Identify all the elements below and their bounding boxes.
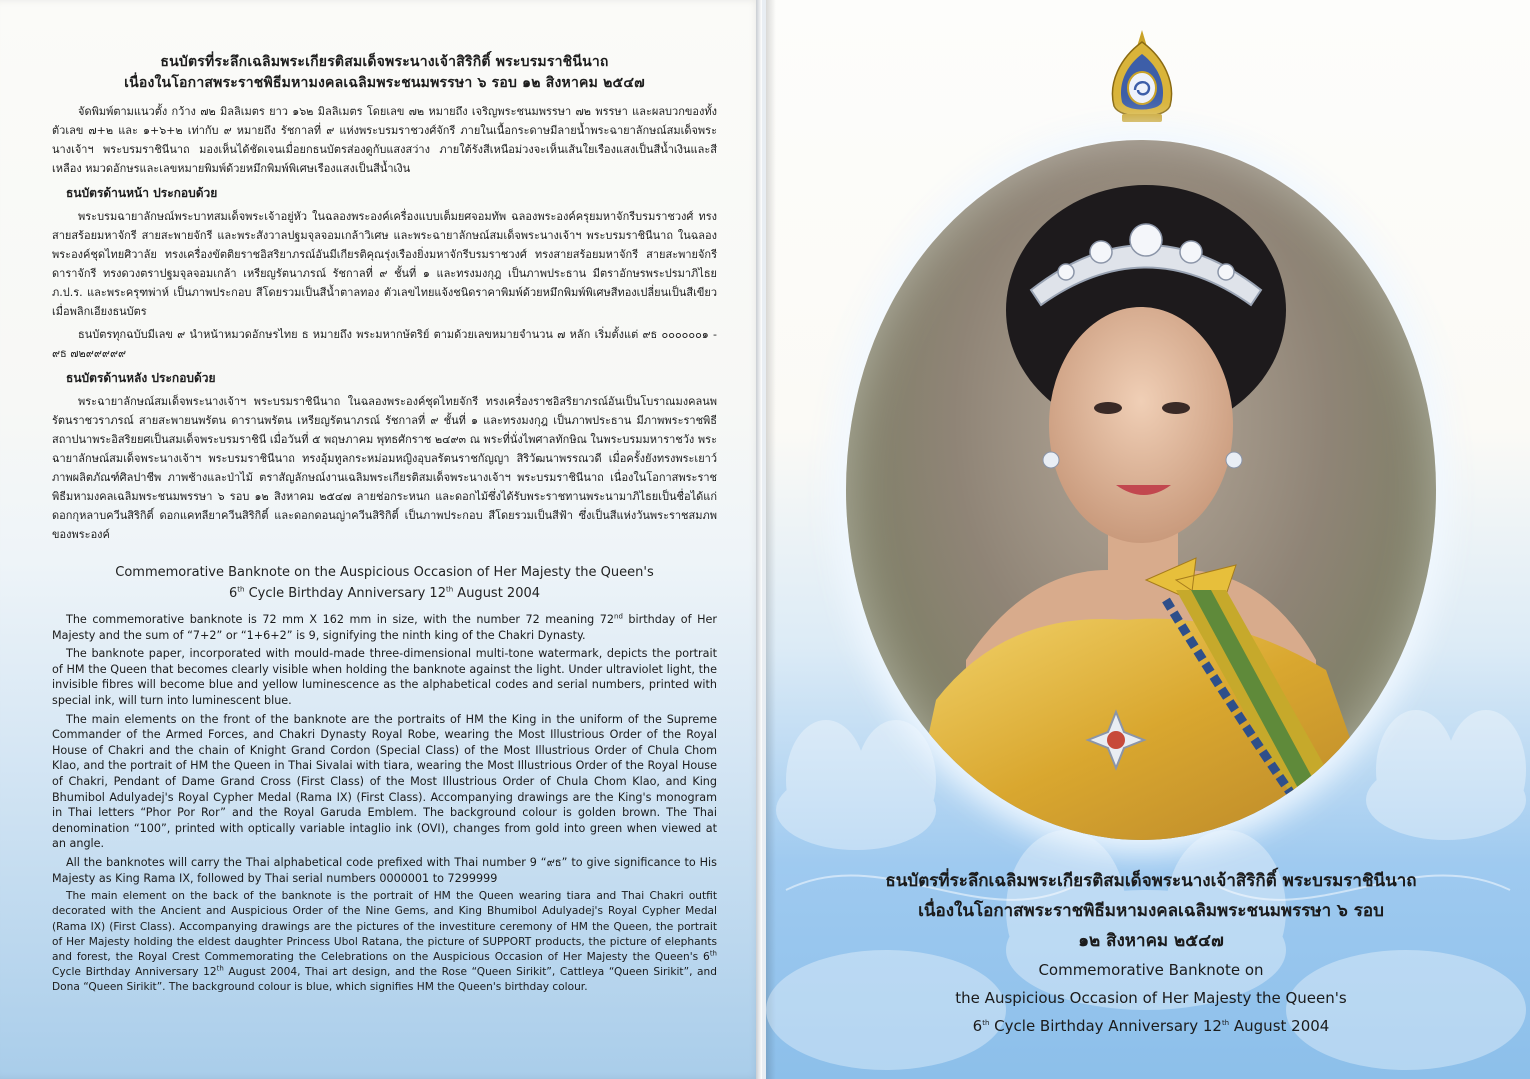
queen-portrait-frame [846,140,1436,840]
english-paragraph-serial: All the banknotes will carry the Thai alphabetical code prefixed with Thai number 9 “๙ธ” to give significance to His Majesty as King Rama IX, followed by Thai serial numbers 0000001 to 7299999 [52,855,717,885]
right-english-line2: the Auspicious Occasion of Her Majesty the Queen's [955,989,1347,1007]
page-fold [756,0,762,1079]
right-thai-line3: ๑๒ สิงหาคม ๒๕๔๗ [1078,931,1224,951]
english-paragraph-size: The commemorative banknote is 72 mm X 162 mm in size, with the number 72 meaning 72nd birthday of Her Majesty and the sum of “7+2” or “1+6+2” is 9, signifying the ninth king of the Chakri Dynasty. [52,612,717,642]
thai-intro-paragraph: จัดพิมพ์ตามแนวตั้ง กว้าง ๗๒ มิลลิเมตร ยาว ๑๖๒ มิลลิเมตร โดยเลข ๗๒ หมายถึง เจริญพระชนมพรรษา ๗๒ พรรษา และผลบวกของทั้งตัวเลข ๗+๒ และ ๑+๖+๒ เท่ากับ ๙ หมายถึง รัชกาลที่ ๙ แห่งพระบรมราชวงศ์จักรี ภายในเนื้อกระดาษมีลายน้ำพระฉายาลักษณ์สมเด็จพระนางเจ้าฯ พระบรมราชินีนาถ มองเห็นได้ชัดเจนเมื่อยกธนบัตรส่องดูกับแสงสว่าง ภายใต้รังสีเหนือม่วงจะเห็นเส้นใยเรืองแสงเป็นสีน้ำเงินและสีเหลือง หมวดอักษรและเลขหมายพิมพ์ด้วยหมึกพิมพ์พิเศษเรืองแสงเป็นสีน้ำเงิน [52,105,717,175]
right-page [766,0,1530,1079]
thai-back-paragraph: พระฉายาลักษณ์สมเด็จพระนางเจ้าฯ พระบรมราชินีนาถ ในฉลองพระองค์ชุดไทยจักรี ทรงเครื่องราชอิสริยาภรณ์อันเป็นโบราณมงคลนพรัตนราชวราภรณ์ สายสะพายนพรัตน ดารานพรัตน เหรียญรัตนาภรณ์ รัชกาลที่ ๙ ชั้นที่ ๑ และทรงมงกุฎ เป็นภาพประธาน มีภาพพระราชพิธีสถาปนาพระอิสริยยศเป็นสมเด็จพระบรมราชินี เมื่อวันที่ ๕ พฤษภาคม พุทธศักราช ๒๔๙๓ ณ พระที่นั่งไพศาลทักษิณ ในพระบรมมหาราชวัง พระฉายาลักษณ์สมเด็จพระนางเจ้าฯ พระบรมราชินีนาถ ทรงอุ้มทูลกระหม่อมหญิงอุบลรัตนราชกัญญา สิริวัฒนาพรรณวดี เมื่อครั้งยังทรงพระเยาว์ ภาพผลิตภัณฑ์ศิลปาชีพ ภาพช้างและป่าไม้ ตราสัญลักษณ์งานเฉลิมพระเกียรติสมเด็จพระนางเจ้าฯ พระบรมราชินีนาถ เนื่องในโอกาสพระราชพิธีมหามงคลเฉลิมพระชนมพรรษา ๖ รอบ ๑๒ สิงหาคม ๒๕๔๗ ลายช่อกระหนก และดอกไม้ซึ่งได้รับพระราชทานพระนามาภิไธยเป็นชื่อได้แก่ ดอกกุหลาบควีนสิริกิติ์ ดอกแคทลียาควีนสิริกิติ์ และดอกดอนญ่าควีนสิริกิติ์ เป็นภาพประกอบ สีโดยรวมเป็นสีฟ้า ซึ่งเป็นสีแห่งวันพระราชสมภพของพระองค์ [52,395,717,541]
english-title-line1: Commemorative Banknote on the Auspicious Occasion of Her Majesty the Queen's [115,565,654,580]
right-english-line1: Commemorative Banknote on [1038,961,1264,979]
royal-crest-icon [1104,28,1180,128]
thai-front-heading: ธนบัตรด้านหน้า ประกอบด้วย [66,186,218,200]
queen-portrait-icon [846,140,1436,840]
thai-title-line1: ธนบัตรที่ระลึกเฉลิมพระเกียรติสมเด็จพระนางเจ้าสิริกิติ์ พระบรมราชินีนาถ [160,54,609,70]
right-thai-line1: ธนบัตรที่ระลึกเฉลิมพระเกียรติสมเด็จพระนางเจ้าสิริกิติ์ พระบรมราชินีนาถ [885,871,1417,891]
english-title: Commemorative Banknote on the Auspicious Occasion of Her Majesty the Queen's 6th Cycle Birthday Anniversary 12th August 2004 [115,565,654,601]
thai-serial-paragraph: ธนบัตรทุกฉบับมีเลข ๙ นำหน้าหมวดอักษรไทย ธ หมายถึง พระมหากษัตริย์ ตามด้วยเลขหมายจำนวน ๗ หลัก เริ่มตั้งแต่ ๙ธ ๐๐๐๐๐๐๑ - ๙ธ ๗๒๙๙๙๙๙ [52,328,717,360]
thai-front-paragraph: พระบรมฉายาลักษณ์พระบาทสมเด็จพระเจ้าอยู่หัว ในฉลองพระองค์เครื่องแบบเต็มยศจอมทัพ ฉลองพระองค์ครุยมหาจักรีบรมราชวงศ์ ทรงสายสร้อยมหาจักรี สายสะพายจักรี และพระสังวาลปฐมจุลจอมเกล้าวิเศษ และพระฉายาลักษณ์สมเด็จพระนางเจ้าฯ พระบรมราชินีนาถ ในฉลองพระองค์ชุดไทยศิวาลัย ทรงเครื่องขัตติยราชอิสริยาภรณ์อันมีเกียรติคุณรุ่งเรืองยิ่งมหาจักรีบรมราชวงศ์ ทรงสายสร้อยมหาจักรี สายสะพายจักรี ดาราจักรี ทรงดวงตราปฐมจุลจอมเกล้า เหรียญรัตนาภรณ์ รัชกาลที่ ๙ ชั้นที่ ๑ และทรงมงกุฎ เป็นภาพประธาน มีตราอักษรพระปรมาภิไธย ภ.ป.ร. และพระครุฑพ่าห์ เป็นภาพประกอบ สีโดยรวมเป็นสีน้ำตาลทอง ตัวเลขไทยแจ้งชนิดราคาพิมพ์ด้วยหมึกพิมพ์พิเศษสีทองเปลี่ยนเป็นสีเขียวเมื่อพลิกเอียงธนบัตร [52,210,717,318]
english-paragraph-paper: The banknote paper, incorporated with mould-made three-dimensional multi-tone watermark, depicts the portrait of HM the Queen that becomes clearly visible when holding the banknote against the light. Under ultraviolet light, the invisible fibres will become blue and yellow luminescence as the alphabetical codes and serial numbers, printed with special ink, will turn into luminescent blue. [52,647,717,707]
english-paragraph-front: The main elements on the front of the banknote are the portraits of HM the King in the uniform of the Supreme Commander of the Armed Forces, and Chakri Dynasty Royal Robe, wearing the Most Illustrious Order of the Royal House of Chakri and the chain of Knight Grand Cordon (Special Class) of the Most Illustrious Order of Chula Chom Klao, and the portrait of HM the Queen in Thai Sivalai with tiara, wearing the Most Illustrious Order of the Royal House of Chakri, Pendant of Dame Grand Cross (First Class) of the Most Illustrious Order of Chula Chom Klao, and King Bhumibol Adulyadej's Royal Cypher Medal (Rama IX) (First Class). Accompanying drawings are the King's monogram in Thai letters “Phor Por Ror” and the Royal Garuda Emblem. The background colour is golden brown. The Thai denomination “100”, printed with optically variable intaglio ink (OVI), changes from gold into green when viewed at an angle. [52,712,717,851]
thai-title-line2: เนื่องในโอกาสพระราชพิธีมหามงคลเฉลิมพระชนมพรรษา ๖ รอบ ๑๒ สิงหาคม ๒๕๔๗ [124,75,645,91]
right-thai-line2: เนื่องในโอกาสพระราชพิธีมหามงคลเฉลิมพระชนมพรรษา ๖ รอบ [918,901,1384,921]
english-paragraph-back: The main element on the back of the banknote is the portrait of HM the Queen wearing tiara and Thai Chakri outfit decorated with the Ancient and Auspicious Order of the Nine Gems, and King Bhumibol Adulyadej's Royal Cypher Medal (Rama IX) (First Class). Accompanying drawings are the pictures of the investiture ceremony of HM the Queen, the portrait of Her Majesty holding the eldest daughter Princess Ubol Ratana, the picture of SUPPORT products, the picture of elephants and forest, the Royal Crest Commemorating the Celebrations on the Auspicious Occasion of Her Majesty the Queen's 6th Cycle Birthday Anniversary 12th August 2004, Thai art design, and the Rose “Queen Sirikit”, Cattleya “Queen Sirikit”, and Dona “Queen Sirikit”. The background colour is blue, which signifies HM the Queen's birthday colour. [52,890,717,994]
thai-back-heading: ธนบัตรด้านหลัง ประกอบด้วย [66,371,216,385]
right-english-line3: 6th Cycle Birthday Anniversary 12th August 2004 [972,1017,1330,1035]
left-page-content [52,52,717,996]
left-page [0,0,762,1079]
right-page-caption [836,866,1466,1040]
